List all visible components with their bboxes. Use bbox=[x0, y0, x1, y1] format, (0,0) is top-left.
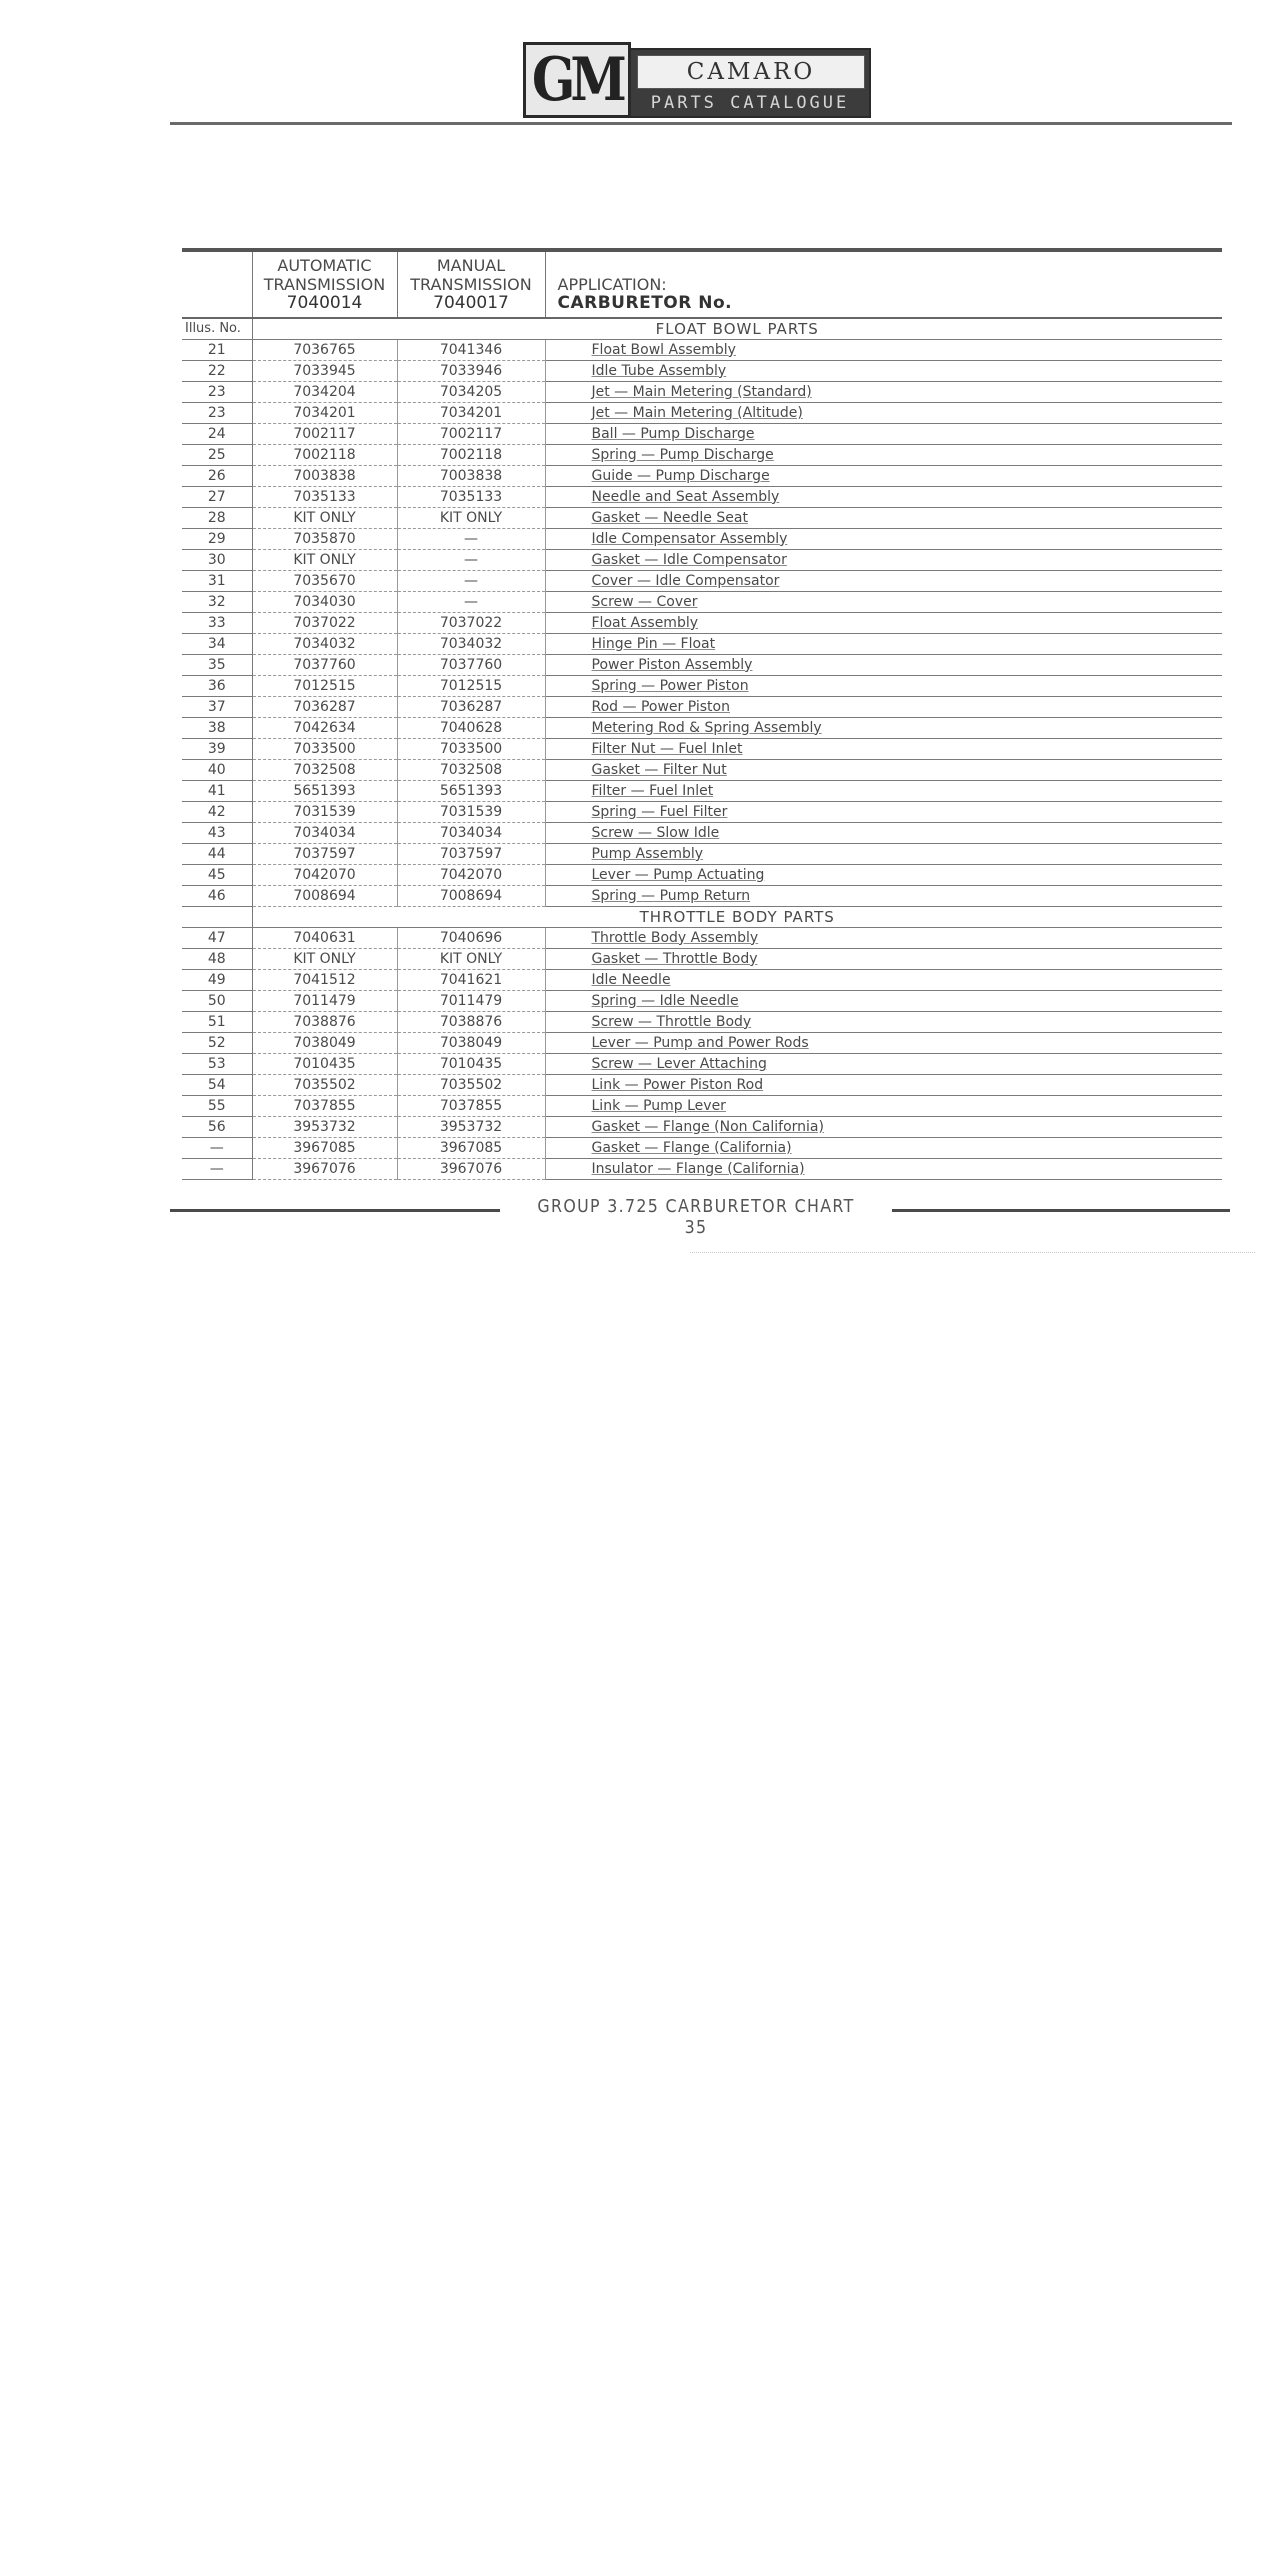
manual-part-cell: 7012515 bbox=[397, 676, 545, 697]
table-row bbox=[182, 865, 1222, 886]
illus-no-cell: 50 bbox=[182, 991, 252, 1012]
table-row bbox=[182, 571, 1222, 592]
parts-catalogue-subtitle: PARTS CATALOGUE bbox=[650, 93, 850, 113]
illus-no-cell: 47 bbox=[182, 928, 252, 949]
application-cell: Gasket — Flange (Non California) bbox=[545, 1117, 1222, 1138]
table-row bbox=[182, 508, 1222, 529]
automatic-part-cell: 7036287 bbox=[252, 697, 397, 718]
illus-no-cell: 53 bbox=[182, 1054, 252, 1075]
automatic-part-cell: 7035870 bbox=[252, 529, 397, 550]
illus-no-cell: 37 bbox=[182, 697, 252, 718]
table-row bbox=[182, 970, 1222, 991]
table-row bbox=[182, 760, 1222, 781]
automatic-part-cell: KIT ONLY bbox=[252, 949, 397, 970]
parts-catalogue-panel bbox=[635, 90, 865, 116]
table-row bbox=[182, 928, 1222, 949]
scan-speckle-line bbox=[690, 1252, 1255, 1255]
table-row bbox=[182, 361, 1222, 382]
illus-no-cell: 35 bbox=[182, 655, 252, 676]
automatic-part-cell: 7036765 bbox=[252, 340, 397, 361]
application-cell: Idle Compensator Assembly bbox=[545, 529, 1222, 550]
table-row bbox=[182, 844, 1222, 865]
camaro-title: CAMARO bbox=[686, 59, 816, 85]
application-cell: Screw — Lever Attaching bbox=[545, 1054, 1222, 1075]
manual-part-cell: 5651393 bbox=[397, 781, 545, 802]
automatic-part-cell: 5651393 bbox=[252, 781, 397, 802]
gm-logo-text: GM bbox=[532, 45, 622, 115]
table-row bbox=[182, 739, 1222, 760]
table-row bbox=[182, 634, 1222, 655]
manual-part-cell: 7034032 bbox=[397, 634, 545, 655]
footer-rule-right bbox=[892, 1209, 1230, 1212]
automatic-part-cell: 7002118 bbox=[252, 445, 397, 466]
illus-no-cell: 34 bbox=[182, 634, 252, 655]
illus-no-cell: 44 bbox=[182, 844, 252, 865]
application-cell: Lever — Pump Actuating bbox=[545, 865, 1222, 886]
illus-no-cell: 48 bbox=[182, 949, 252, 970]
section-row-float-bowl bbox=[182, 318, 1222, 340]
automatic-part-cell: 3967085 bbox=[252, 1138, 397, 1159]
table-row bbox=[182, 424, 1222, 445]
manual-part-cell: 7041346 bbox=[397, 340, 545, 361]
manual-part-cell: 7036287 bbox=[397, 697, 545, 718]
automatic-part-cell: 7034032 bbox=[252, 634, 397, 655]
manual-part-cell: 7038049 bbox=[397, 1033, 545, 1054]
table-row bbox=[182, 1096, 1222, 1117]
carburetor-parts-table bbox=[182, 252, 1222, 1180]
section-row-throttle-body bbox=[182, 907, 1222, 928]
automatic-part-cell: 7038876 bbox=[252, 1012, 397, 1033]
illus-no-cell: 24 bbox=[182, 424, 252, 445]
application-cell: Gasket — Idle Compensator bbox=[545, 550, 1222, 571]
footer-label: GROUP 3.725 CARBURETOR CHART 35 bbox=[537, 1196, 855, 1238]
illus-no-cell: 33 bbox=[182, 613, 252, 634]
illus-no-cell: 49 bbox=[182, 970, 252, 991]
manual-part-cell: — bbox=[397, 550, 545, 571]
table-row bbox=[182, 466, 1222, 487]
manual-part-cell: 7033946 bbox=[397, 361, 545, 382]
header-manual-line2: TRANSMISSION bbox=[410, 275, 532, 294]
manual-part-cell: 7008694 bbox=[397, 886, 545, 907]
manual-part-cell: — bbox=[397, 529, 545, 550]
table-row bbox=[182, 403, 1222, 424]
application-cell: Filter — Fuel Inlet bbox=[545, 781, 1222, 802]
automatic-part-cell: 7041512 bbox=[252, 970, 397, 991]
application-cell: Spring — Fuel Filter bbox=[545, 802, 1222, 823]
table-row bbox=[182, 1033, 1222, 1054]
automatic-part-cell: 7033945 bbox=[252, 361, 397, 382]
manual-part-cell: 7034201 bbox=[397, 403, 545, 424]
header-carburetor-no: CARBURETOR No. bbox=[557, 293, 733, 313]
illus-no-cell: 32 bbox=[182, 592, 252, 613]
manual-part-cell: KIT ONLY bbox=[397, 949, 545, 970]
header-manual-transmission bbox=[397, 252, 545, 318]
table-row bbox=[182, 382, 1222, 403]
application-cell: Gasket — Flange (California) bbox=[545, 1138, 1222, 1159]
illus-no-cell: 23 bbox=[182, 382, 252, 403]
application-cell: Pump Assembly bbox=[545, 844, 1222, 865]
header-automatic-line2: TRANSMISSION bbox=[263, 275, 386, 294]
table-row bbox=[182, 949, 1222, 970]
illus-no-cell: 28 bbox=[182, 508, 252, 529]
header-automatic-line1: AUTOMATIC bbox=[277, 256, 372, 275]
table-row bbox=[182, 802, 1222, 823]
illus-no-cell: 21 bbox=[182, 340, 252, 361]
table-row bbox=[182, 1117, 1222, 1138]
application-cell: Jet — Main Metering (Altitude) bbox=[545, 403, 1222, 424]
automatic-part-cell: 7037855 bbox=[252, 1096, 397, 1117]
carburetor-parts-table-wrap bbox=[182, 248, 1222, 1180]
automatic-part-cell: 7008694 bbox=[252, 886, 397, 907]
application-cell: Spring — Pump Discharge bbox=[545, 445, 1222, 466]
application-cell: Rod — Power Piston bbox=[545, 697, 1222, 718]
table-row bbox=[182, 613, 1222, 634]
page-footer bbox=[170, 1196, 1230, 1238]
illus-no-cell: 26 bbox=[182, 466, 252, 487]
float-bowl-parts-body bbox=[182, 318, 1222, 907]
automatic-part-cell: 7010435 bbox=[252, 1054, 397, 1075]
table-row bbox=[182, 529, 1222, 550]
header-rule bbox=[170, 122, 1232, 125]
manual-part-cell: 7035133 bbox=[397, 487, 545, 508]
application-cell: Hinge Pin — Float bbox=[545, 634, 1222, 655]
application-cell: Cover — Idle Compensator bbox=[545, 571, 1222, 592]
application-cell: Insulator — Flange (California) bbox=[545, 1159, 1222, 1180]
application-cell: Screw — Throttle Body bbox=[545, 1012, 1222, 1033]
illus-no-cell: 22 bbox=[182, 361, 252, 382]
table-row bbox=[182, 823, 1222, 844]
automatic-part-cell: 7034030 bbox=[252, 592, 397, 613]
manual-part-cell: 7031539 bbox=[397, 802, 545, 823]
manual-part-cell: 7032508 bbox=[397, 760, 545, 781]
table-row bbox=[182, 1054, 1222, 1075]
automatic-part-cell: 7035133 bbox=[252, 487, 397, 508]
automatic-part-cell: KIT ONLY bbox=[252, 550, 397, 571]
application-cell: Spring — Pump Return bbox=[545, 886, 1222, 907]
illus-no-cell: 23 bbox=[182, 403, 252, 424]
manual-part-cell: 7038876 bbox=[397, 1012, 545, 1033]
application-cell: Power Piston Assembly bbox=[545, 655, 1222, 676]
illus-no-cell: — bbox=[182, 1159, 252, 1180]
application-cell: Needle and Seat Assembly bbox=[545, 487, 1222, 508]
automatic-part-cell: 7034034 bbox=[252, 823, 397, 844]
table-row bbox=[182, 1138, 1222, 1159]
application-cell: Metering Rod & Spring Assembly bbox=[545, 718, 1222, 739]
table-row bbox=[182, 487, 1222, 508]
manual-part-cell: 7002118 bbox=[397, 445, 545, 466]
section-spacer bbox=[182, 907, 252, 928]
application-cell: Guide — Pump Discharge bbox=[545, 466, 1222, 487]
illus-no-cell: 27 bbox=[182, 487, 252, 508]
illus-no-cell: 25 bbox=[182, 445, 252, 466]
illus-no-cell: 55 bbox=[182, 1096, 252, 1117]
table-row bbox=[182, 340, 1222, 361]
illus-no-cell: 45 bbox=[182, 865, 252, 886]
application-cell: Link — Power Piston Rod bbox=[545, 1075, 1222, 1096]
application-cell: Idle Tube Assembly bbox=[545, 361, 1222, 382]
throttle-body-parts-body bbox=[182, 907, 1222, 1180]
header-application bbox=[545, 252, 1222, 318]
application-cell: Spring — Idle Needle bbox=[545, 991, 1222, 1012]
table-row bbox=[182, 1012, 1222, 1033]
automatic-part-cell: 7002117 bbox=[252, 424, 397, 445]
header-manual-code: 7040017 bbox=[433, 293, 509, 313]
automatic-part-cell: 7035670 bbox=[252, 571, 397, 592]
manual-part-cell: 7037760 bbox=[397, 655, 545, 676]
illus-no-cell: — bbox=[182, 1138, 252, 1159]
illus-no-cell: 54 bbox=[182, 1075, 252, 1096]
manual-part-cell: 7010435 bbox=[397, 1054, 545, 1075]
manual-part-cell: 3967076 bbox=[397, 1159, 545, 1180]
header-application-line1: APPLICATION: bbox=[557, 275, 667, 294]
application-cell: Link — Pump Lever bbox=[545, 1096, 1222, 1117]
footer-rule-left bbox=[170, 1209, 500, 1212]
application-cell: Gasket — Filter Nut bbox=[545, 760, 1222, 781]
illus-no-cell: 42 bbox=[182, 802, 252, 823]
application-cell: Throttle Body Assembly bbox=[545, 928, 1222, 949]
application-cell: Filter Nut — Fuel Inlet bbox=[545, 739, 1222, 760]
illus-no-cell: 40 bbox=[182, 760, 252, 781]
automatic-part-cell: 7034204 bbox=[252, 382, 397, 403]
catalogue-title-box bbox=[629, 48, 871, 118]
automatic-part-cell: 7012515 bbox=[252, 676, 397, 697]
manual-part-cell: 7034034 bbox=[397, 823, 545, 844]
manual-part-cell: 7037855 bbox=[397, 1096, 545, 1117]
automatic-part-cell: 7035502 bbox=[252, 1075, 397, 1096]
manual-part-cell: — bbox=[397, 592, 545, 613]
table-row bbox=[182, 886, 1222, 907]
automatic-part-cell: 7042070 bbox=[252, 865, 397, 886]
illus-no-cell: 38 bbox=[182, 718, 252, 739]
illus-no-cell: 39 bbox=[182, 739, 252, 760]
manual-part-cell: 7034205 bbox=[397, 382, 545, 403]
manual-part-cell: 7011479 bbox=[397, 991, 545, 1012]
automatic-part-cell: KIT ONLY bbox=[252, 508, 397, 529]
table-row bbox=[182, 445, 1222, 466]
table-row bbox=[182, 781, 1222, 802]
automatic-part-cell: 7040631 bbox=[252, 928, 397, 949]
manual-part-cell: 3953732 bbox=[397, 1117, 545, 1138]
manual-part-cell: 7002117 bbox=[397, 424, 545, 445]
header-illus-blank bbox=[182, 252, 252, 318]
manual-part-cell: 7033500 bbox=[397, 739, 545, 760]
manual-part-cell: 7040696 bbox=[397, 928, 545, 949]
automatic-part-cell: 7033500 bbox=[252, 739, 397, 760]
manual-part-cell: 7003838 bbox=[397, 466, 545, 487]
table-row bbox=[182, 1075, 1222, 1096]
illus-no-cell: 41 bbox=[182, 781, 252, 802]
application-cell: Jet — Main Metering (Standard) bbox=[545, 382, 1222, 403]
manual-part-cell: 7037597 bbox=[397, 844, 545, 865]
automatic-part-cell: 7037022 bbox=[252, 613, 397, 634]
manual-part-cell: 7041621 bbox=[397, 970, 545, 991]
table-row bbox=[182, 718, 1222, 739]
automatic-part-cell: 7038049 bbox=[252, 1033, 397, 1054]
illus-no-cell: 29 bbox=[182, 529, 252, 550]
automatic-part-cell: 7031539 bbox=[252, 802, 397, 823]
automatic-part-cell: 7034201 bbox=[252, 403, 397, 424]
table-row bbox=[182, 655, 1222, 676]
gm-camaro-logo bbox=[523, 42, 871, 120]
automatic-part-cell: 3953732 bbox=[252, 1117, 397, 1138]
table-row bbox=[182, 550, 1222, 571]
illus-no-cell: 51 bbox=[182, 1012, 252, 1033]
illus-no-cell: 52 bbox=[182, 1033, 252, 1054]
automatic-part-cell: 3967076 bbox=[252, 1159, 397, 1180]
application-cell: Ball — Pump Discharge bbox=[545, 424, 1222, 445]
automatic-part-cell: 7037597 bbox=[252, 844, 397, 865]
automatic-part-cell: 7032508 bbox=[252, 760, 397, 781]
illus-no-cell: 36 bbox=[182, 676, 252, 697]
manual-part-cell: 7040628 bbox=[397, 718, 545, 739]
section-title-throttle-body: THROTTLE BODY PARTS bbox=[252, 907, 1222, 928]
automatic-part-cell: 7042634 bbox=[252, 718, 397, 739]
section-title-float-bowl: FLOAT BOWL PARTS bbox=[252, 318, 1222, 340]
illus-no-cell: 31 bbox=[182, 571, 252, 592]
illus-no-cell: 30 bbox=[182, 550, 252, 571]
manual-part-cell: 3967085 bbox=[397, 1138, 545, 1159]
gm-logo-mark bbox=[523, 42, 631, 118]
application-cell: Spring — Power Piston bbox=[545, 676, 1222, 697]
table-row bbox=[182, 697, 1222, 718]
automatic-part-cell: 7003838 bbox=[252, 466, 397, 487]
table-row bbox=[182, 592, 1222, 613]
illus-no-cell: 46 bbox=[182, 886, 252, 907]
application-cell: Screw — Cover bbox=[545, 592, 1222, 613]
illus-no-header: Illus. No. bbox=[182, 318, 252, 340]
manual-part-cell: 7042070 bbox=[397, 865, 545, 886]
automatic-part-cell: 7037760 bbox=[252, 655, 397, 676]
header-automatic-transmission bbox=[252, 252, 397, 318]
header-automatic-code: 7040014 bbox=[286, 293, 363, 313]
manual-part-cell: — bbox=[397, 571, 545, 592]
camaro-title-panel bbox=[637, 55, 865, 89]
application-cell: Screw — Slow Idle bbox=[545, 823, 1222, 844]
illus-no-cell: 43 bbox=[182, 823, 252, 844]
application-cell: Float Assembly bbox=[545, 613, 1222, 634]
illus-no-cell: 56 bbox=[182, 1117, 252, 1138]
manual-part-cell: 7035502 bbox=[397, 1075, 545, 1096]
application-cell: Gasket — Throttle Body bbox=[545, 949, 1222, 970]
table-row bbox=[182, 991, 1222, 1012]
header-manual-line1: MANUAL bbox=[436, 256, 506, 275]
automatic-part-cell: 7011479 bbox=[252, 991, 397, 1012]
application-cell: Idle Needle bbox=[545, 970, 1222, 991]
table-row bbox=[182, 1159, 1222, 1180]
table-header bbox=[182, 252, 1222, 318]
application-cell: Gasket — Needle Seat bbox=[545, 508, 1222, 529]
application-cell: Float Bowl Assembly bbox=[545, 340, 1222, 361]
manual-part-cell: 7037022 bbox=[397, 613, 545, 634]
application-cell: Lever — Pump and Power Rods bbox=[545, 1033, 1222, 1054]
table-row bbox=[182, 676, 1222, 697]
manual-part-cell: KIT ONLY bbox=[397, 508, 545, 529]
